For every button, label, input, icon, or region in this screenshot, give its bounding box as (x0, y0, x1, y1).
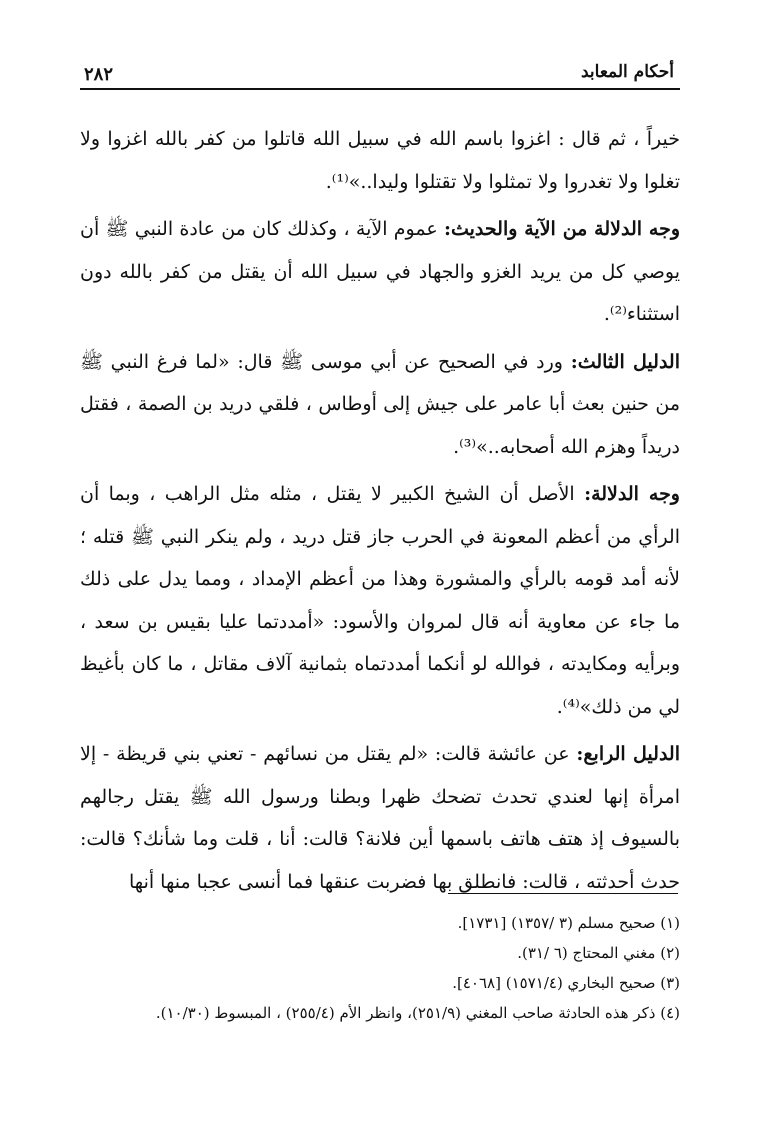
paragraph-lead: الدليل الثالث: (570, 350, 680, 373)
paragraph-lead: وجه الدلالة: (584, 483, 680, 505)
paragraph-lead: الدليل الرابع: (576, 743, 680, 765)
paragraph (80, 341, 680, 469)
paragraph (80, 208, 680, 336)
footnote: (٢) مغني المحتاج (٦ /٣١). (517, 944, 680, 962)
paragraph-text: الأصل أن الشيخ الكبير لا يقتل ، مثله مثل الراهب ، وبما أن الرأي من أعظم المعونة في الحرب جاز قتل دريد ، ولم ينكر النبي ﷺ قتله ؛ لأنه أمد قومه بالرأي والمشورة وهذا من أعظم الإمداد ، ومما يدل على ذلك ما جاء عن معاوية أنه قال لمروان والأسود: «أمددتما عليا بقيس بن سعد ، وبرأيه ومكايدته ، فوالله لو أنكما أمددتماه بثمانية آلاف مقاتل ، ما كان بأغيظ لي من ذلك»⁽⁴⁾. (80, 483, 680, 718)
page-header (80, 62, 680, 90)
main-text (80, 118, 680, 908)
paragraph-text: خيراً ، ثم قال : اغزوا باسم الله في سبيل الله قاتلوا من كفر بالله اغزوا ولا تغلوا ولا تغدروا ولا تمثلوا ولا تقتلوا وليدا..»⁽¹⁾. (80, 128, 680, 193)
footnote: (٤) ذكر هذه الحادثة صاحب المغني (٢٥١/٩)، وانظر الأم (٢٥٥/٤) ، المبسوط (١٠/٣٠). (155, 1004, 680, 1022)
footnote: (٣) صحيح البخاري (١٥٧١/٤) [٤٠٦٨]. (452, 974, 680, 992)
footnote-separator (448, 893, 678, 894)
paragraph (80, 733, 680, 903)
paragraph-text: عن عائشة قالت: «لم يقتل من نسائهم - تعني بني قريظة - إلا امرأة إنها لعندي تحدث تضحك ظهرا وبطنا ورسول الله ﷺ يقتل رجالهم بالسيوف إذ هتف هاتف باسمها أين فلانة؟ قالت: أنا ، قلت وما شأنك؟ قالت: حدث أحدثته ، قالت: فانطلق بها فضربت عنقها فما أنسى عجبا منها أنها (80, 743, 680, 893)
paragraph-lead: وجه الدلالة من الآية والحديث: (443, 218, 681, 240)
page-number: ٢٨٢ (84, 64, 114, 85)
paragraph-text: عموم الآية ، وكذلك كان من عادة النبي ﷺ أن يوصي كل من يريد الغزو والجهاد في سبيل الله أن يقتل من كفر بالله دون استثناء⁽²⁾. (80, 218, 680, 325)
footnotes (80, 908, 680, 1028)
footnote: (١) صحيح مسلم (٣ /١٣٥٧) [١٧٣١]. (457, 914, 680, 932)
running-title: أحكام المعابد (580, 62, 674, 82)
paragraph (80, 118, 680, 203)
paragraph (80, 473, 680, 728)
paragraph-text: ورد في الصحيح عن أبي موسى ﷺ قال: «لما فرغ النبي ﷺ من حنين بعث أبا عامر على جيش إلى أوطاس ، فلقي دريد بن الصمة ، فقتل دريداً وهزم الله أصحابه..»⁽³⁾. (80, 350, 680, 458)
